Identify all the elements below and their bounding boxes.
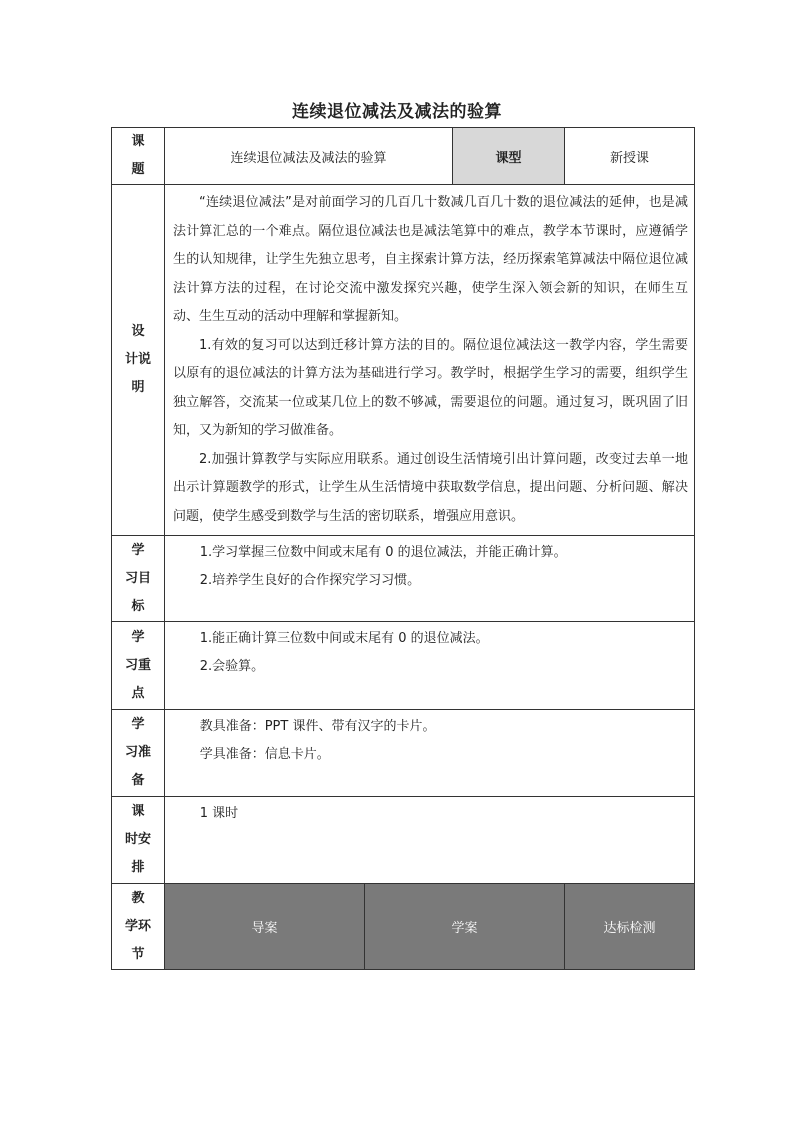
preparation-label-line-3: 备 <box>131 773 145 788</box>
key-points-label-line-1: 学 <box>131 629 145 645</box>
design-paragraph: 2.加强计算教学与实际应用联系。通过创设生活情境引出计算问题，改变过去单一地出示计算题教学的形式，让学生从生活情境中获取数学信息，提出问题、分析问题、解决问题，使学生感受到数学与生活的密切联系，增强应用意识。 <box>173 451 689 524</box>
key-points-label-line-3: 点 <box>131 685 145 701</box>
key-points-content <box>165 622 695 710</box>
design-label-line-2: 计说 <box>124 352 151 367</box>
preparation-label-line-1: 学 <box>131 717 145 732</box>
schedule-item: 1 课时 <box>199 806 239 821</box>
phases-label <box>112 884 165 970</box>
topic-label-line-1: 课 <box>131 134 145 149</box>
topic-label-line-2: 题 <box>131 162 145 177</box>
schedule-content <box>165 797 695 884</box>
schedule-row <box>112 797 695 884</box>
phases-label-line-3: 节 <box>131 946 145 962</box>
lesson-type-label: 课型 <box>453 128 565 185</box>
topic-row <box>112 128 695 185</box>
design-row <box>112 185 695 536</box>
schedule-label-line-3: 排 <box>131 860 145 875</box>
design-description <box>165 185 695 536</box>
key-points-row <box>112 622 695 710</box>
preparation-label <box>112 710 165 797</box>
document-title: 连续退位减法及减法的验算 <box>292 102 502 122</box>
key-point-item: 2.会验算。 <box>199 659 265 674</box>
phases-label-line-2: 学环 <box>124 918 151 934</box>
objectives-label-line-1: 学 <box>131 542 145 558</box>
design-label-line-3: 明 <box>131 380 145 395</box>
phases-row <box>112 884 695 970</box>
preparation-item: 教具准备：PPT 课件、带有汉字的卡片。 <box>199 719 436 734</box>
schedule-label <box>112 797 165 884</box>
preparation-content <box>165 710 695 797</box>
topic-value: 连续退位减法及减法的验算 <box>165 128 453 185</box>
lesson-type-value: 新授课 <box>565 128 695 185</box>
schedule-label-line-1: 课 <box>131 804 145 819</box>
preparation-label-line-2: 习准 <box>124 745 151 760</box>
key-point-item: 1.能正确计算三位数中间或末尾有 0 的退位减法。 <box>199 631 489 646</box>
guide-column-header: 导案 <box>165 884 365 970</box>
key-points-label-line-2: 习重 <box>124 657 151 673</box>
preparation-row <box>112 710 695 797</box>
phases-label-line-1: 教 <box>131 890 145 906</box>
objective-item: 1.学习掌握三位数中间或末尾有 0 的退位减法，并能正确计算。 <box>199 545 567 560</box>
key-points-label <box>112 622 165 710</box>
objective-item: 2.培养学生良好的合作探究学习习惯。 <box>199 573 421 588</box>
assessment-column-header: 达标检测 <box>565 884 695 970</box>
preparation-item: 学具准备：信息卡片。 <box>199 747 330 762</box>
schedule-label-line-2: 时安 <box>124 832 151 847</box>
design-paragraph: “连续退位减法”是对前面学习的几百几十数减几百几十数的退位减法的延伸，也是减法计算汇总的一个难点。隔位退位减法也是减法笔算中的难点，教学本节课时，应遵循学生的认知规律，让学生先独立思考，自主探索计算方法，经历探索笔算减法中隔位退位减法计算方法的过程，在讨论交流中激发探究兴趣，使学生深入领会新的知识，在师生互动、生生互动的活动中理解和掌握新知。 <box>173 195 689 324</box>
design-paragraph: 1.有效的复习可以达到迁移计算方法的目的。隔位退位减法这一教学内容，学生需要以原有的退位减法的计算方法为基础进行学习。教学时，根据学生学习的需要，组织学生独立解答，交流某一位或某几位上的数不够减，需要退位的问题。通过复习，既巩固了旧知，又为新知的学习做准备。 <box>173 337 689 438</box>
objectives-row <box>112 536 695 622</box>
design-label <box>112 185 165 536</box>
objectives-label <box>112 536 165 622</box>
study-column-header: 学案 <box>365 884 565 970</box>
topic-label <box>112 128 165 185</box>
objectives-label-line-2: 习目 <box>124 570 151 586</box>
lesson-plan-table <box>111 127 695 970</box>
objectives-content <box>165 536 695 622</box>
objectives-label-line-3: 标 <box>131 598 145 614</box>
design-label-line-1: 设 <box>131 324 145 339</box>
